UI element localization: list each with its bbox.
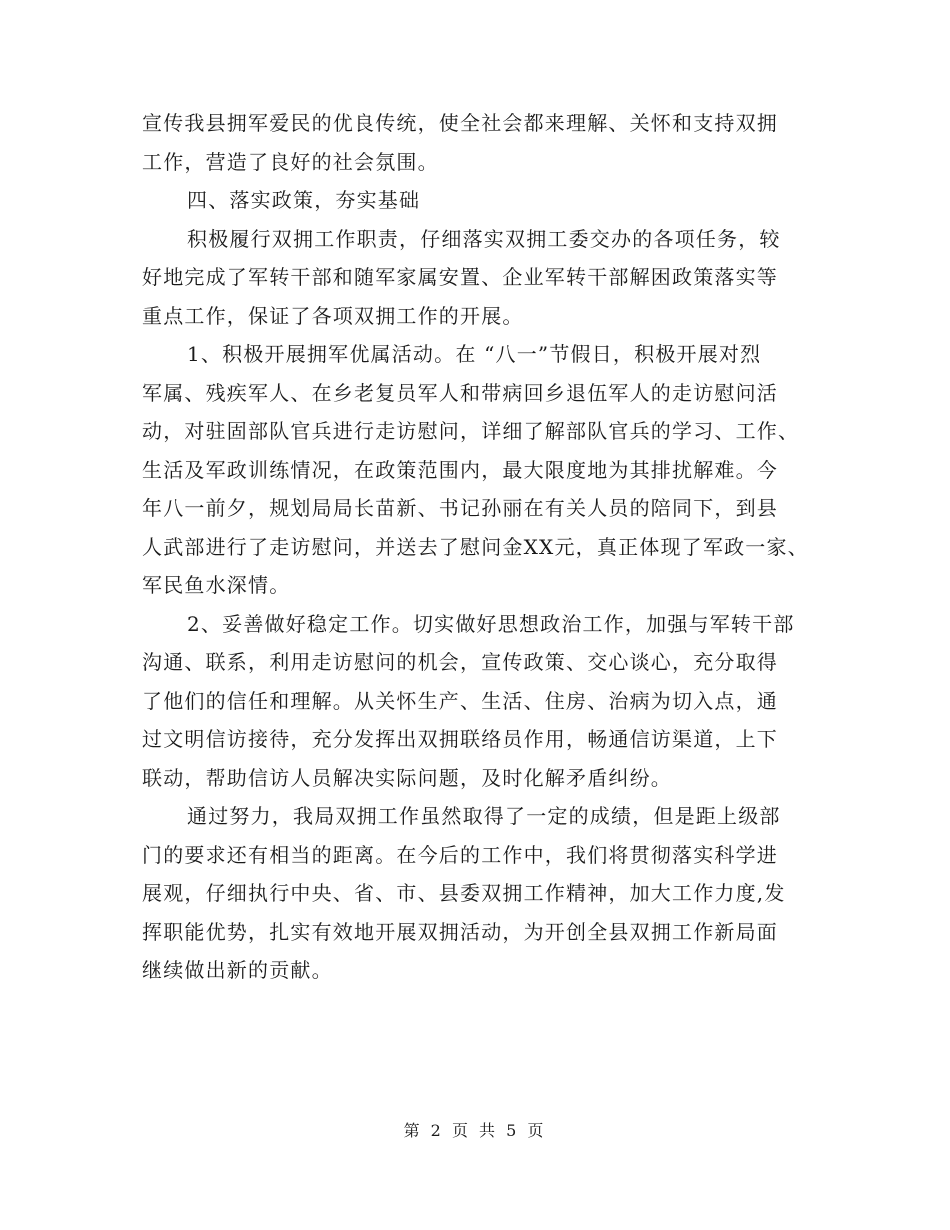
text-line: 通过努力，我局双拥工作虽然取得了一定的成绩，但是距上级部 bbox=[187, 804, 781, 828]
text-line: 军属、残疾军人、在乡老复员军人和带病回乡退伍军人的走访慰问活 bbox=[142, 380, 778, 405]
text-line: 门的要求还有相当的距离。在今后的工作中，我们将贯彻落实科学进 bbox=[142, 842, 778, 867]
text-line: 工作，营造了良好的社会氛围。 bbox=[142, 149, 439, 174]
text-line: 挥职能优势，扎实有效地开展双拥活动，为开创全县双拥工作新局面 bbox=[142, 919, 778, 944]
text-line: 2、妥善做好稳定工作。切实做好思想政治工作，加强与军转干部 bbox=[187, 611, 795, 636]
text-line: 过文明信访接待，充分发挥出双拥联络员作用，畅通信访渠道，上下 bbox=[142, 727, 778, 751]
text-line: 沟通、联系，利用走访慰问的机会，宣传政策、交心谈心，充分取得 bbox=[142, 650, 778, 674]
text-line: 展观，仔细执行中央、省、市、县委双拥工作精神，加大工作力度,发 bbox=[142, 881, 786, 905]
document-body bbox=[142, 104, 822, 990]
text-line: 年八一前夕，规划局局长苗新、书记孙丽在有关人员的陪同下，到县 bbox=[142, 496, 778, 520]
page-number: 第 2 页 共 5 页 bbox=[403, 1121, 547, 1140]
text-line: 1、积极开展拥军优属活动。在 “八一”节假日，积极开展对烈 bbox=[187, 342, 762, 366]
text-line: 军民鱼水深情。 bbox=[142, 573, 291, 597]
text-line: 好地完成了军转干部和随军家属安置、企业军转干部解困政策落实等 bbox=[142, 265, 778, 289]
text-line: 动，对驻固部队官兵进行走访慰问，详细了解部队官兵的学习、工作、 bbox=[142, 419, 800, 443]
text-line: 宣传我县拥军爱民的优良传统，使全社会都来理解、关怀和支持双拥 bbox=[142, 111, 778, 135]
text-line: 了他们的信任和理解。从关怀生产、生活、住房、治病为切入点，通 bbox=[142, 688, 778, 713]
text-line: 生活及军政训练情况，在政策范围内，最大限度地为其排扰解难。今 bbox=[142, 457, 778, 482]
text-line: 联动，帮助信访人员解决实际问题，及时化解矛盾纠纷。 bbox=[142, 765, 672, 790]
text-line: 积极履行双拥工作职责，仔细落实双拥工委交办的各项任务，较 bbox=[187, 226, 781, 251]
text-line: 重点工作，保证了各项双拥工作的开展。 bbox=[142, 303, 524, 328]
section-heading: 四、落实政策，夯实基础 bbox=[187, 188, 421, 212]
text-line: 继续做出新的贡献。 bbox=[142, 958, 333, 982]
text-line: 人武部进行了走访慰问，并送去了慰问金XX元，真正体现了军政一家、 bbox=[142, 534, 809, 559]
